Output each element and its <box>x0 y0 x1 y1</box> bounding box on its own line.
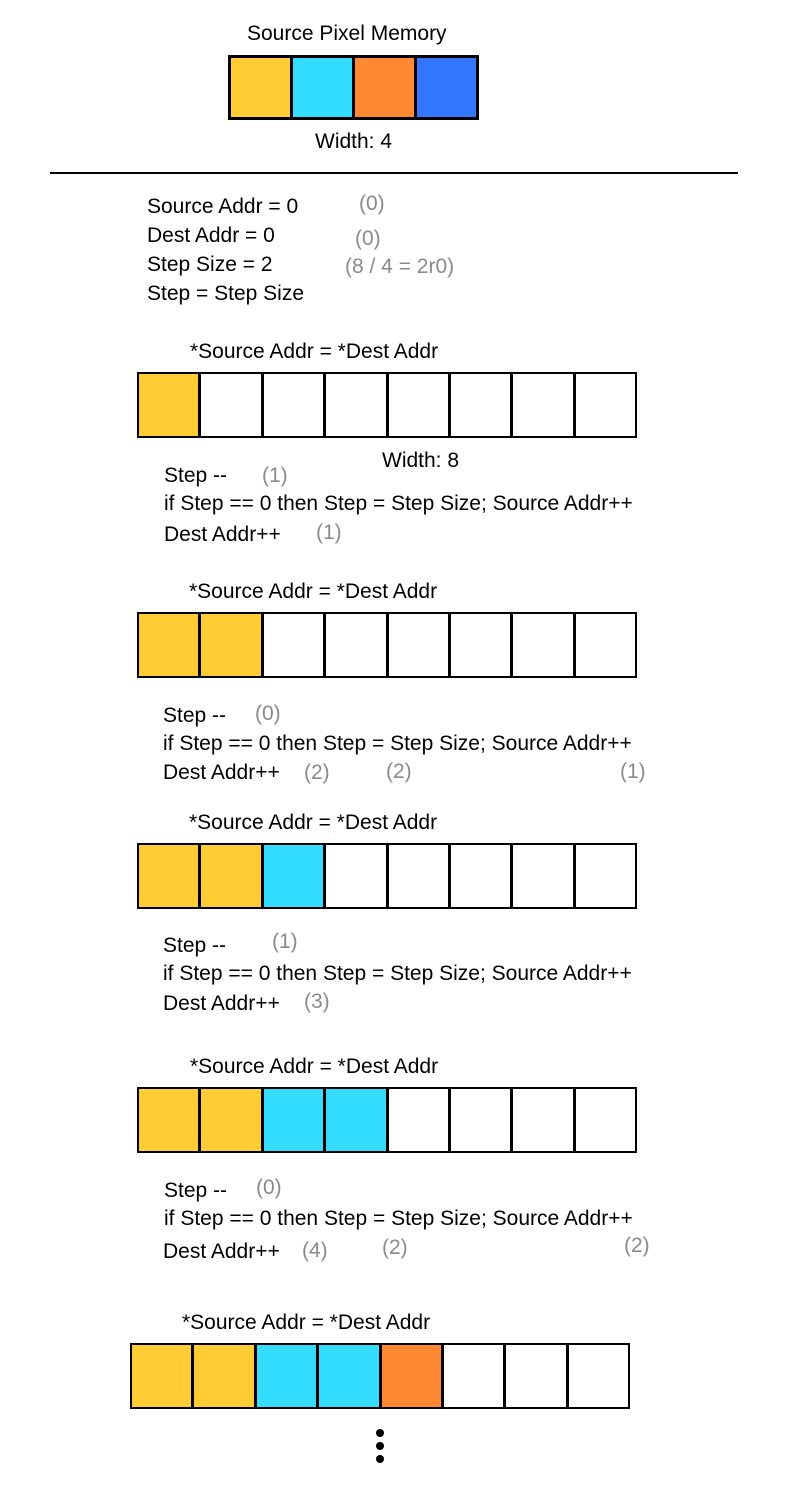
divider <box>50 172 738 174</box>
copy-label: *Source Addr = *Dest Addr <box>190 1055 439 1078</box>
dest-addr-increment: Dest Addr++ <box>164 523 281 546</box>
pixel-cell-empty <box>513 614 575 676</box>
if-step-line: if Step == 0 then Step = Step Size; Source Addr++ <box>164 492 633 515</box>
pixel-cell-empty <box>576 374 635 436</box>
pixel-cell-orange <box>355 58 417 117</box>
dest-row <box>137 1087 637 1153</box>
dest-width-label: Width: 8 <box>382 449 460 472</box>
pixel-cell-orange <box>382 1345 444 1407</box>
pixel-cell-cyan <box>264 845 326 907</box>
init-dest-addr: Dest Addr = 0 <box>147 224 275 247</box>
pixel-cell-empty <box>451 614 513 676</box>
step-decrement: Step -- <box>164 464 228 487</box>
pixel-cell-empty <box>569 1345 628 1407</box>
ellipsis-dot <box>376 1455 384 1463</box>
dest-addr-note: (2) <box>304 761 330 784</box>
copy-label: *Source Addr = *Dest Addr <box>190 340 439 363</box>
dest-row <box>137 612 637 678</box>
pixel-cell-blue <box>417 58 476 117</box>
if-step-line: if Step == 0 then Step = Step Size; Source Addr++ <box>164 1207 633 1230</box>
pixel-cell-empty <box>389 374 451 436</box>
pixel-cell-cyan <box>326 1089 388 1151</box>
source-addr-note: (2) <box>624 1234 650 1257</box>
pixel-cell-empty <box>389 845 451 907</box>
dest-addr-note: (3) <box>304 990 330 1013</box>
dest-addr-increment: Dest Addr++ <box>163 761 280 784</box>
step-size-note: (2) <box>382 1236 408 1259</box>
pixel-cell-yellow <box>139 614 201 676</box>
dest-addr-note: (4) <box>302 1239 328 1262</box>
step-size-note: (2) <box>386 760 412 783</box>
pixel-cell-empty <box>444 1345 506 1407</box>
pixel-cell-empty <box>326 845 388 907</box>
pixel-cell-empty <box>576 614 635 676</box>
pixel-cell-cyan <box>257 1345 319 1407</box>
step-decrement: Step -- <box>164 1179 228 1202</box>
ellipsis-dot <box>376 1429 384 1437</box>
pixel-cell-empty <box>451 1089 513 1151</box>
init-step-size-note: (8 / 4 = 2r0) <box>345 255 455 278</box>
pixel-cell-empty <box>451 374 513 436</box>
dest-row <box>137 843 637 909</box>
init-source-addr: Source Addr = 0 <box>147 195 299 218</box>
pixel-cell-yellow <box>132 1345 194 1407</box>
pixel-cell-empty <box>576 1089 635 1151</box>
pixel-cell-empty <box>506 1345 568 1407</box>
dest-addr-increment: Dest Addr++ <box>163 1240 280 1263</box>
pixel-cell-empty <box>264 614 326 676</box>
ellipsis-dot <box>376 1442 384 1450</box>
step-decrement: Step -- <box>163 704 227 727</box>
pixel-cell-yellow <box>231 58 293 117</box>
source-title: Source Pixel Memory <box>247 22 447 45</box>
pixel-cell-yellow <box>139 1089 201 1151</box>
init-source-addr-note: (0) <box>359 192 385 215</box>
pixel-cell-yellow <box>201 845 263 907</box>
step-decrement: Step -- <box>163 934 227 957</box>
pixel-cell-empty <box>513 374 575 436</box>
copy-label: *Source Addr = *Dest Addr <box>189 811 438 834</box>
pixel-cell-cyan <box>319 1345 381 1407</box>
pixel-cell-empty <box>451 845 513 907</box>
source-addr-note: (1) <box>620 760 646 783</box>
pixel-cell-yellow <box>139 374 201 436</box>
copy-label: *Source Addr = *Dest Addr <box>182 1311 431 1334</box>
source-width-label: Width: 4 <box>315 130 393 153</box>
dest-addr-note: (1) <box>316 521 342 544</box>
if-step-line: if Step == 0 then Step = Step Size; Source Addr++ <box>163 732 632 755</box>
pixel-cell-empty <box>201 374 263 436</box>
pixel-cell-yellow <box>201 614 263 676</box>
copy-label: *Source Addr = *Dest Addr <box>189 580 438 603</box>
source-pixel-row <box>228 55 479 120</box>
pixel-cell-empty <box>264 374 326 436</box>
dest-addr-increment: Dest Addr++ <box>163 992 280 1015</box>
pixel-cell-empty <box>389 614 451 676</box>
pixel-cell-cyan <box>293 58 355 117</box>
init-dest-addr-note: (0) <box>355 227 381 250</box>
dest-row <box>137 372 637 438</box>
pixel-cell-empty <box>576 845 635 907</box>
step-note: (1) <box>272 930 298 953</box>
if-step-line: if Step == 0 then Step = Step Size; Source Addr++ <box>163 962 632 985</box>
step-note: (0) <box>256 1176 282 1199</box>
pixel-cell-empty <box>513 845 575 907</box>
pixel-cell-yellow <box>139 845 201 907</box>
step-note: (1) <box>262 464 288 487</box>
pixel-cell-empty <box>389 1089 451 1151</box>
pixel-cell-cyan <box>264 1089 326 1151</box>
init-step-size: Step Size = 2 <box>147 253 273 276</box>
step-note: (0) <box>255 702 281 725</box>
init-step: Step = Step Size <box>147 282 305 305</box>
pixel-cell-empty <box>326 374 388 436</box>
pixel-cell-empty <box>513 1089 575 1151</box>
dest-row <box>130 1343 630 1409</box>
pixel-cell-yellow <box>194 1345 256 1407</box>
pixel-cell-yellow <box>201 1089 263 1151</box>
pixel-cell-empty <box>326 614 388 676</box>
